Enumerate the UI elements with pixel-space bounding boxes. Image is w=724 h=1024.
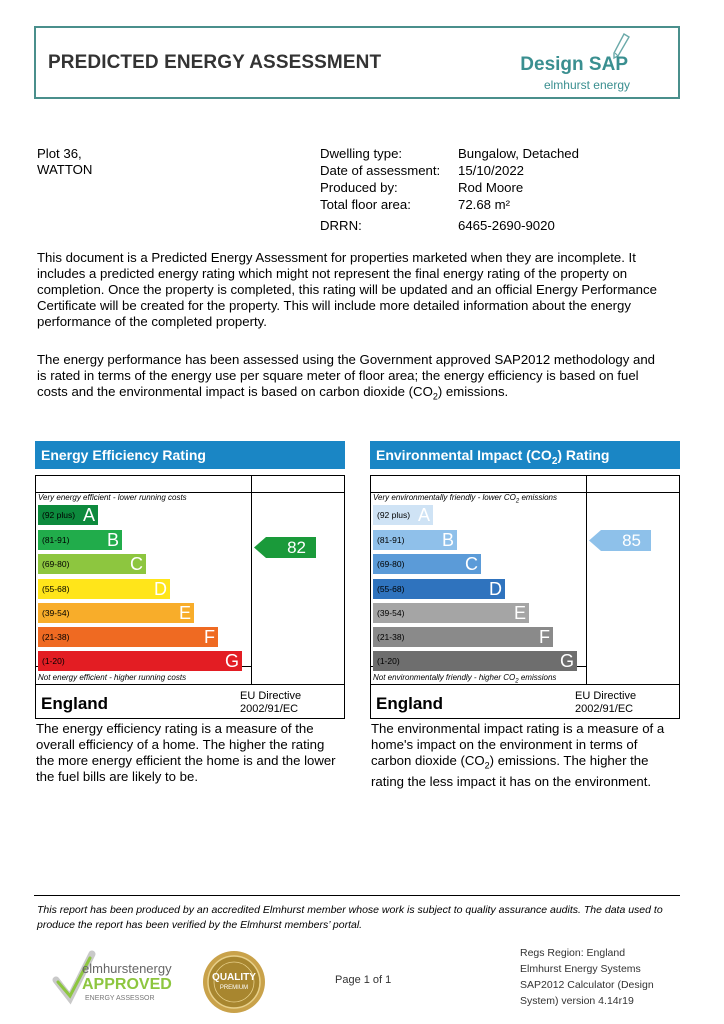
- regs-line: System) version 4.14r19: [520, 995, 634, 1007]
- footer-note: This report has been produced by an accredited Elmhurst member whose work is subject to quality assurance audits. The data used to produce the report has been verified by the Elmhurst members’ portal.: [37, 904, 663, 931]
- energy-band-g: [38, 651, 242, 671]
- energy-band-letter: B: [106, 530, 119, 550]
- methodology-paragraph: The energy performance has been assessed using the Government approved SAP2012 methodology and is rated in terms of the energy use per square meter of floor area; the energy efficiency is based on fuel costs and the environmental impact is based on carbon dioxide $(CO_2)$ emissions.: [37, 352, 656, 402]
- address-line-2: WATTON: [37, 162, 93, 177]
- env-rating-divider: [586, 475, 587, 685]
- page-title: PREDICTED ENERGY ASSESSMENT: [48, 52, 382, 73]
- env-band-c: [373, 554, 481, 574]
- env-band-e: [373, 603, 529, 623]
- energy-rating-title: Energy Efficiency Rating: [35, 441, 345, 469]
- energy-description: The energy efficiency rating is a measure of the overall efficiency of a home. The higher the rating the more energy efficient the home is and the lower the fuel bills are likely to be.: [36, 721, 336, 784]
- env-top-caption: Very environmentally friendly - lower $CO_2$ emissions: [373, 493, 558, 505]
- brand-subtitle: elmhurst energy: [543, 78, 630, 92]
- detail-value-floor-area: 72.68 m²: [458, 197, 511, 212]
- energy-current-arrow: [254, 537, 316, 558]
- detail-label-date: Date of assessment:: [320, 163, 441, 178]
- env-current-value: 85: [622, 531, 641, 550]
- detail-value-produced-by: Rod Moore: [458, 180, 524, 195]
- energy-band-b: [38, 530, 122, 550]
- approved-brand: elmhurstenergy: [82, 961, 172, 976]
- regs-line: Regs Region: England: [520, 947, 626, 959]
- env-band-letter: D: [489, 579, 502, 599]
- energy-band-d: [38, 579, 170, 599]
- env-band-range: (21-38): [377, 632, 405, 642]
- env-rating-title: Environmental Impact $(CO_2)$ Rating: [370, 441, 680, 469]
- footer-divider: [34, 895, 680, 896]
- detail-label-produced-by: Produced by:: [320, 180, 398, 195]
- regs-line: Elmhurst Energy Systems: [520, 963, 641, 975]
- brand-logo-text: Design SAP: [520, 54, 628, 75]
- env-band-range: (1-20): [377, 656, 400, 666]
- page-number: Page 1 of 1: [335, 974, 392, 986]
- detail-label-floor-area: Total floor area:: [320, 197, 411, 212]
- env-band-range: (55-68): [377, 584, 405, 594]
- env-band-letter: F: [539, 627, 550, 647]
- env-band-d: [373, 579, 505, 599]
- intro-paragraph: This document is a Predicted Energy Assessment for properties marketed when they are incomplete. It includes a predicted energy rating which might not represent the final energy rating of the property on completion. Once the property is completed, this rating will be updated and an official Energy Performance Certificate will be created for the property. This will include more detailed information about the energy performance of the completed property.: [37, 250, 657, 329]
- env-band-g: [373, 651, 577, 671]
- header-box: [34, 26, 680, 99]
- environmental-impact-rating: [370, 441, 680, 791]
- env-band-range: (92 plus): [377, 510, 411, 520]
- energy-band-range: (55-68): [42, 584, 70, 594]
- env-description: The environmental impact rating is a measure of a home's impact on the environment in terms of carbon dioxide $(CO_2)$ emissions. The higher the rating the less impact it has on the environment.: [371, 721, 665, 789]
- energy-band-a: [38, 505, 98, 525]
- env-band-f: [373, 627, 553, 647]
- detail-value-date: 15/10/2022: [458, 163, 525, 178]
- energy-current-value: 82: [287, 538, 306, 557]
- energy-band-f: [38, 627, 218, 647]
- env-band-range: (81-91): [377, 535, 405, 545]
- detail-value-drrn: 6465-2690-9020: [458, 218, 555, 233]
- energy-band-range: (81-91): [42, 535, 70, 545]
- detail-label-dwelling-type: Dwelling type:: [320, 146, 403, 161]
- env-country: England: [376, 694, 444, 713]
- env-band-a: [373, 505, 433, 525]
- energy-top-caption: Very energy efficient - lower running costs: [38, 493, 187, 502]
- env-band-b: [373, 530, 457, 550]
- energy-band-range: (39-54): [42, 608, 70, 618]
- energy-band-letter: F: [204, 627, 215, 647]
- energy-band-range: (1-20): [42, 656, 65, 666]
- energy-band-c: [38, 554, 146, 574]
- energy-bottom-caption: Not energy efficient - higher running costs: [38, 673, 187, 682]
- env-band-letter: B: [441, 530, 454, 550]
- energy-band-letter: E: [178, 603, 191, 623]
- env-band-letter: E: [513, 603, 526, 623]
- approved-word: APPROVED: [82, 976, 172, 993]
- energy-rating-divider: [251, 475, 252, 685]
- energy-band-range: (92 plus): [42, 510, 76, 520]
- quality-seal: [202, 950, 266, 1014]
- energy-band-letter: G: [224, 651, 239, 671]
- env-band-letter: G: [559, 651, 574, 671]
- energy-band-letter: C: [130, 554, 143, 574]
- env-band-letter: C: [465, 554, 478, 574]
- env-current-arrow: [589, 530, 651, 551]
- quality-sub: PREMIUM: [219, 985, 249, 991]
- env-directive: EU Directive 2002/91/EC: [575, 690, 637, 715]
- regs-line: SAP2012 Calculator (Design: [520, 979, 654, 991]
- regs-info: [520, 945, 654, 1009]
- env-bottom-caption: Not environmentally friendly - higher $CO_2$ emissions: [373, 673, 557, 685]
- env-band-range: (69-80): [377, 559, 405, 569]
- energy-band-letter: D: [154, 579, 167, 599]
- detail-value-dwelling-type: Bungalow, Detached: [458, 146, 579, 161]
- env-band-letter: A: [417, 505, 430, 525]
- energy-band-range: (21-38): [42, 632, 70, 642]
- energy-band-e: [38, 603, 194, 623]
- env-band-range: (39-54): [377, 608, 405, 618]
- energy-band-range: (69-80): [42, 559, 70, 569]
- address-line-1: Plot 36,: [37, 146, 82, 161]
- energy-directive: EU Directive 2002/91/EC: [240, 690, 302, 715]
- approved-assessor-logo: [52, 945, 192, 1015]
- approved-sub: ENERGY ASSESSOR: [85, 995, 155, 1002]
- quality-word: QUALITY: [212, 972, 256, 983]
- detail-label-drrn: DRRN:: [320, 218, 362, 233]
- energy-efficiency-rating: [35, 441, 345, 791]
- energy-country: England: [41, 694, 109, 713]
- energy-band-letter: A: [82, 505, 95, 525]
